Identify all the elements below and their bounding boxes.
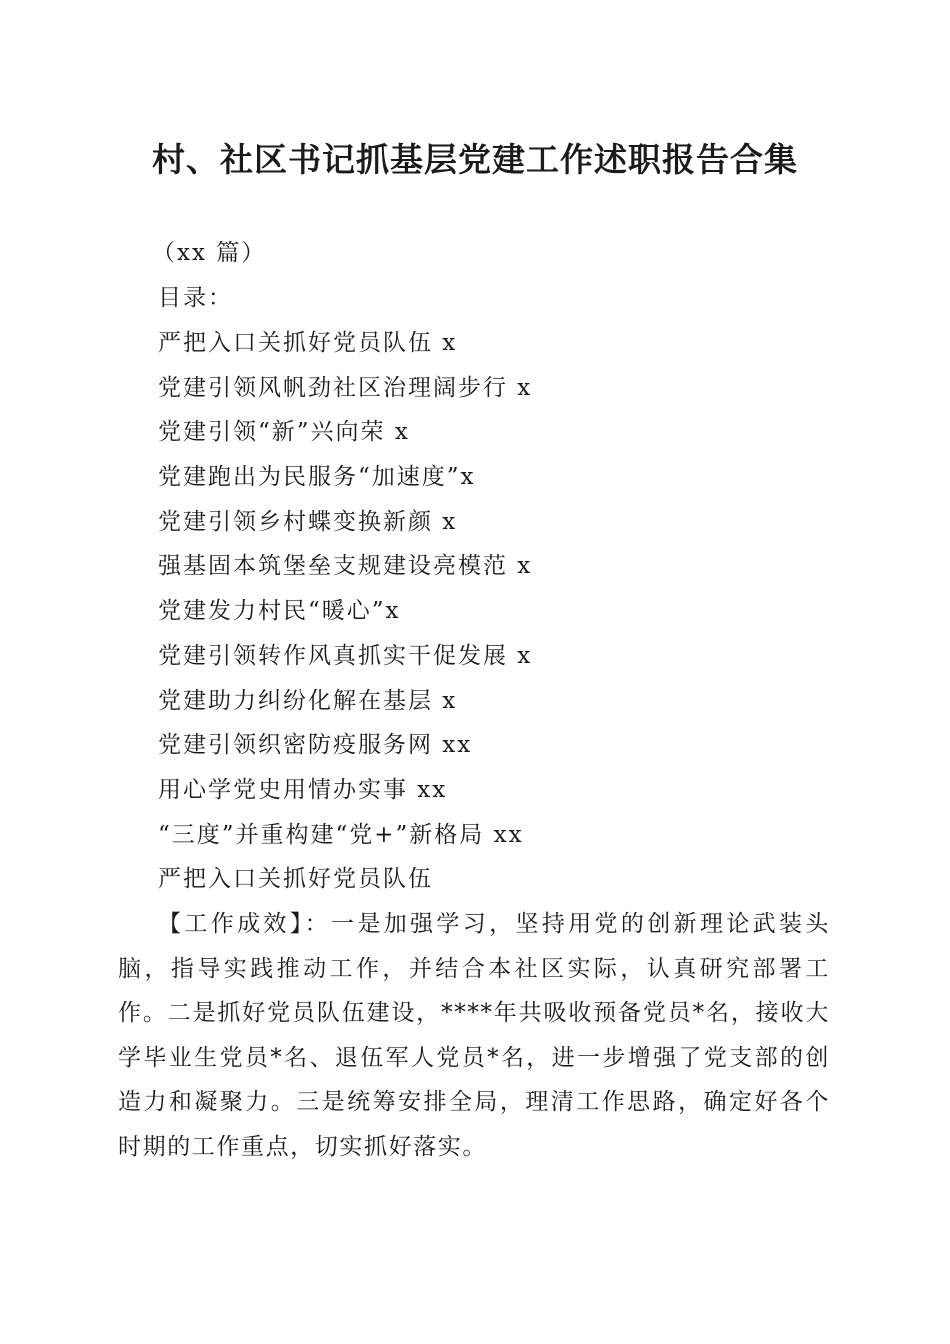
toc-item: “三度”并重构建“党+”新格局 xx	[158, 821, 524, 848]
toc-item: 党建助力纠纷化解在基层 x	[158, 687, 458, 714]
toc-item: 严把入口关抓好党员队伍 x	[158, 330, 458, 356]
toc-item: 党建引领风帆劲社区治理阔步行 x	[158, 374, 533, 401]
section-title: 严把入口关抓好党员队伍	[158, 866, 433, 892]
table-of-contents	[158, 326, 532, 862]
toc-item: 党建发力村民“暖心”x	[158, 598, 401, 625]
toc-item: 党建跑出为民服务“加速度”x	[158, 464, 476, 491]
toc-item: 党建引领转作风真抓实干促发展 x	[158, 642, 533, 669]
body-paragraph: 【工作成效】：一是加强学习，坚持用党的创新理论武装头脑，指导实践推动工作，并结合本社区实际，认真研究部署工作。二是抓好党员队伍建设，****年共吸收预备党员*名，接收大学毕业生党员*名、退伍军人党员*名，进一步增强了党支部的创造力和凝聚力。三是统筹安排全局，理清工作思路，确定好各个时期的工作重点，切实抓好落实。	[118, 911, 830, 1160]
toc-item: 党建引领织密防疫服务网 xx	[158, 732, 473, 759]
toc-item: 党建引领“新”兴向荣 x	[158, 419, 410, 446]
document-title: 村、社区书记抓基层党建工作述职报告合集	[152, 140, 798, 179]
document-subtitle: （xx 篇）	[152, 240, 267, 266]
toc-item: 用心学党史用情办实事 xx	[158, 776, 448, 803]
toc-heading: 目录：	[158, 285, 233, 311]
toc-item: 党建引领乡村蝶变换新颜 x	[158, 508, 458, 535]
toc-item: 强基固本筑堡垒支规建设亮模范 x	[158, 553, 533, 580]
